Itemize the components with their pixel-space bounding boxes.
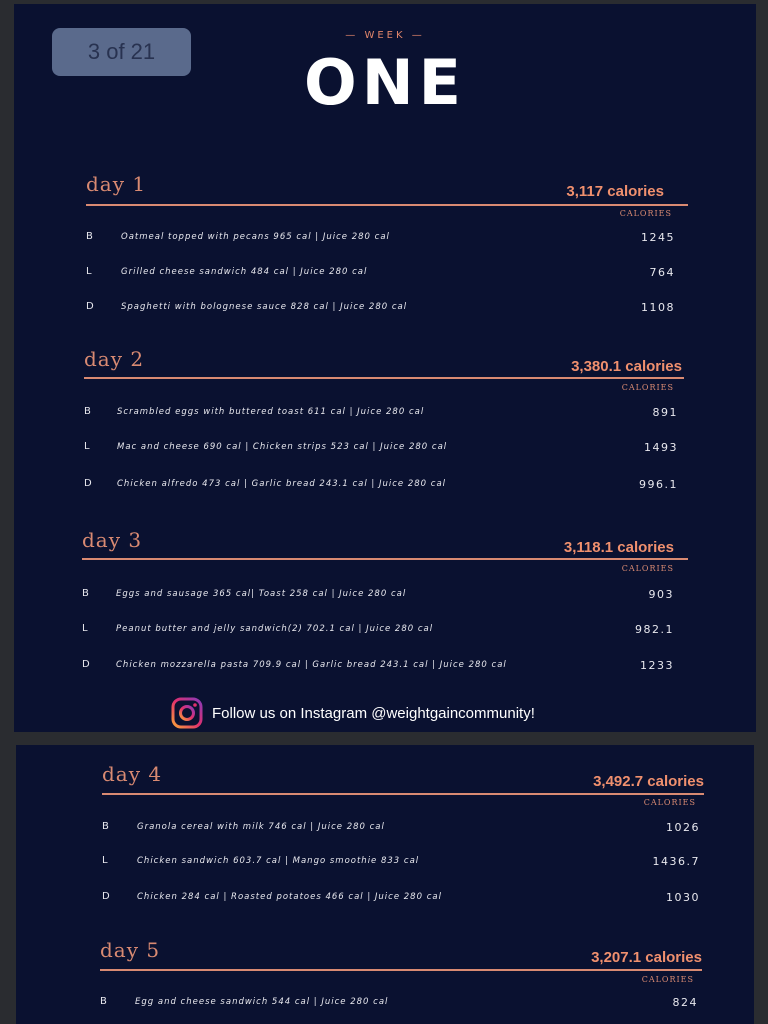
meal-description: Egg and cheese sandwich 544 cal | Juice 280 cal <box>135 997 389 1007</box>
meal-description: Peanut butter and jelly sandwich(2) 702.1 cal | Juice 280 cal <box>116 624 434 634</box>
day-2-section <box>84 347 684 507</box>
instagram-icon <box>170 696 204 730</box>
calories-column-header: CALORIES <box>641 975 694 984</box>
day-divider <box>86 204 688 206</box>
calories-column-header: CALORIES <box>621 564 674 573</box>
meal-description: Chicken mozzarella pasta 709.9 cal | Garlic bread 243.1 cal | Juice 280 cal <box>116 660 507 670</box>
meal-calories: 903 <box>648 588 674 601</box>
calories-column-header: CALORIES <box>619 209 672 218</box>
day-4-section <box>102 762 704 922</box>
meal-letter: L <box>86 266 92 277</box>
meal-letter: L <box>82 623 88 634</box>
meal-description: Oatmeal topped with pecans 965 cal | Juice 280 cal <box>121 232 390 242</box>
meal-description: Mac and cheese 690 cal | Chicken strips 523 cal | Juice 280 cal <box>117 442 448 452</box>
day-total-calories: 3,207.1 calories <box>591 949 702 966</box>
day-divider <box>102 793 704 795</box>
day-label: day 3 <box>82 528 143 552</box>
meal-description: Chicken sandwich 603.7 cal | Mango smoothie 833 cal <box>137 856 420 866</box>
meal-description: Eggs and sausage 365 cal| Toast 258 cal | Juice 280 cal <box>116 589 407 599</box>
meal-letter: B <box>100 996 107 1007</box>
follow-text: Follow us on Instagram @weightgaincommunity! <box>212 704 535 722</box>
meal-description: Granola cereal with milk 746 cal | Juice 280 cal <box>137 822 385 832</box>
meal-letter: D <box>84 478 92 489</box>
meal-calories: 1436.7 <box>652 855 700 868</box>
meal-letter: B <box>86 231 93 242</box>
meal-description: Scrambled eggs with buttered toast 611 cal | Juice 280 cal <box>117 407 425 417</box>
day-total-calories: 3,117 calories <box>566 183 664 200</box>
day-divider <box>82 558 688 560</box>
meal-calories: 996.1 <box>639 478 678 491</box>
page-counter: 3 of 21 <box>52 28 191 76</box>
meal-letter: B <box>102 821 109 832</box>
meal-letter: B <box>82 588 89 599</box>
day-3-section <box>82 528 688 688</box>
meal-description: Spaghetti with bolognese sauce 828 cal | Juice 280 cal <box>121 302 408 312</box>
day-1-section <box>86 172 688 322</box>
week-label: — WEEK — <box>345 30 425 41</box>
meal-letter: D <box>86 301 94 312</box>
meal-calories: 824 <box>672 996 698 1009</box>
meal-description: Chicken 284 cal | Roasted potatoes 466 cal | Juice 280 cal <box>137 892 442 902</box>
week-one-card-bottom <box>16 745 754 1024</box>
week-one-card-top <box>14 4 756 732</box>
meal-calories: 1108 <box>641 301 675 314</box>
day-divider <box>100 969 702 971</box>
day-5-section <box>100 938 702 1018</box>
day-total-calories: 3,492.7 calories <box>593 773 704 790</box>
meal-letter: L <box>102 855 108 866</box>
meal-letter: D <box>102 891 110 902</box>
meal-calories: 1030 <box>666 891 700 904</box>
meal-letter: B <box>84 406 91 417</box>
day-label: day 1 <box>86 172 147 196</box>
day-label: day 2 <box>84 347 145 371</box>
day-label: day 4 <box>102 762 163 786</box>
meal-letter: L <box>84 441 90 452</box>
day-total-calories: 3,118.1 calories <box>563 539 674 556</box>
day-total-calories: 3,380.1 calories <box>571 358 682 375</box>
meal-calories: 1493 <box>644 441 678 454</box>
meal-letter: D <box>82 659 90 670</box>
meal-calories: 891 <box>652 406 678 419</box>
meal-calories: 1026 <box>666 821 700 834</box>
week-title: ONE <box>304 46 466 119</box>
meal-calories: 1233 <box>640 659 674 672</box>
calories-column-header: CALORIES <box>621 383 674 392</box>
instagram-follow[interactable] <box>170 696 535 730</box>
day-label: day 5 <box>100 938 161 962</box>
day-divider <box>84 377 684 379</box>
calories-column-header: CALORIES <box>643 798 696 807</box>
meal-calories: 764 <box>649 266 675 279</box>
meal-description: Grilled cheese sandwich 484 cal | Juice 280 cal <box>121 267 368 277</box>
meal-calories: 1245 <box>641 231 675 244</box>
meal-calories: 982.1 <box>635 623 674 636</box>
meal-description: Chicken alfredo 473 cal | Garlic bread 243.1 cal | Juice 280 cal <box>117 479 447 489</box>
